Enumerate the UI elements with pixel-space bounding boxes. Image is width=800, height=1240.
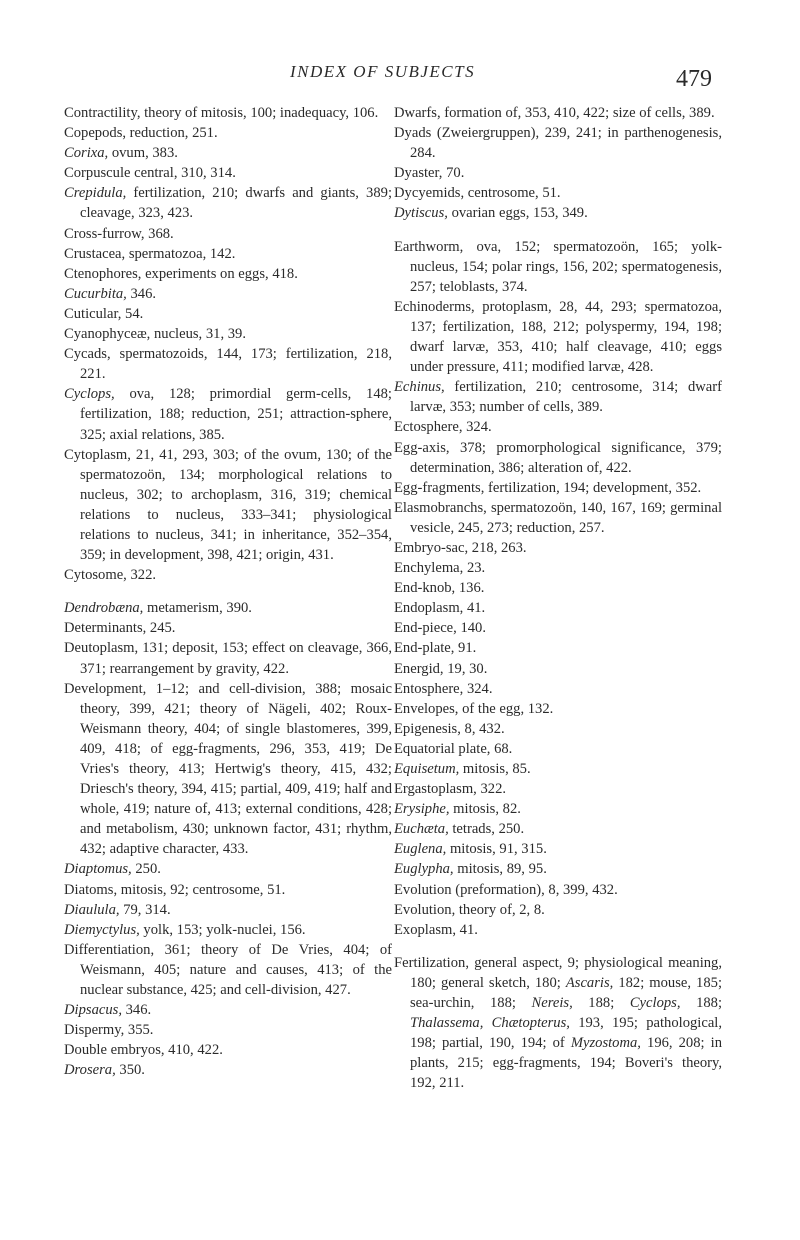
entry-term: Ascaris, xyxy=(565,974,614,991)
entry-text: fertilization, 210; dwarfs and giants, 389; cleavage, 323, 423. xyxy=(80,185,392,222)
entry-text: Dwarfs, formation of, 353, 410, 422; size of cells, 389. xyxy=(394,105,715,121)
index-entry xyxy=(394,920,722,940)
entry-term: Euglena, xyxy=(394,841,447,858)
entry-text: Cyanophyceæ, nucleus, 31, 39. xyxy=(64,326,246,343)
entry-term: Drosera, xyxy=(64,1062,116,1079)
index-entry xyxy=(394,779,722,799)
index-entry xyxy=(64,264,392,284)
entry-text: Elasmobranchs, spermatozoön, 140, 167, 169; germinal vesicle, 245, 273; reduction, 257. xyxy=(394,499,722,536)
index-entry xyxy=(64,618,392,638)
entry-text: Embryo-sac, 218, 263. xyxy=(394,539,527,556)
entry-term: Diemyctylus, xyxy=(64,921,140,938)
entry-text: Dispermy, 355. xyxy=(64,1022,154,1039)
index-entry xyxy=(394,478,722,498)
entry-text: Earthworm, ova, 152; spermatozoön, 165; yolk-nucleus, 154; polar rings, 156, 202; spermatogenesis, 257; teloblasts, 374. xyxy=(394,238,722,295)
index-entry xyxy=(64,284,392,304)
index-entry xyxy=(394,638,722,658)
index-entry xyxy=(394,558,722,578)
entry-text: Energid, 19, 30. xyxy=(394,660,488,677)
entry-text: Entosphere, 324. xyxy=(394,680,493,697)
entry-term: Thalassema, xyxy=(410,1015,484,1032)
entry-text: yolk, 153; yolk-nuclei, 156. xyxy=(139,921,306,938)
index-entry xyxy=(64,880,392,900)
entry-term: Diaptomus, xyxy=(64,861,132,878)
entry-text: mitosis, 89, 95. xyxy=(453,861,547,878)
entry-term: Erysiphe, xyxy=(394,801,450,818)
entry-text: Egg-fragments, fertilization, 194; development, 352. xyxy=(394,479,702,496)
entry-text: 188; xyxy=(680,995,723,1012)
entry-term: Equisetum, xyxy=(394,761,460,777)
index-entry xyxy=(64,859,392,879)
index-entry xyxy=(64,103,392,123)
entry-text: Copepods, reduction, 251. xyxy=(64,125,218,142)
entry-text: Evolution (preformation), 8, 399, 432. xyxy=(394,881,618,898)
index-entry xyxy=(64,344,392,384)
index-entry xyxy=(64,1000,392,1020)
index-entry xyxy=(64,1040,392,1060)
entry-text: Corpuscule central, 310, 314. xyxy=(64,165,236,182)
entry-text: Cycads, spermatozoids, 144, 173; fertilization, 218, 221. xyxy=(64,346,392,383)
section-gap xyxy=(64,585,392,598)
entry-text: Cytoplasm, 21, 41, 293, 303; of the ovum, 130; of the spermatozoön, 134; morphological relations to nucleus, 302; to archoplasm, 316, 319; chemical relations to nucleus, 333–341; physiological relations to nucleus, 341; in inheritance, 352–354, 359; in development, 398, 421; origin, 431. xyxy=(64,446,392,564)
index-entry xyxy=(394,900,722,920)
entry-text: fertilization, 210; centrosome, 314; dwarf larvæ, 353; number of cells, 389. xyxy=(410,379,722,416)
entry-text: Ergastoplasm, 322. xyxy=(394,781,507,798)
index-entry xyxy=(64,598,392,618)
entry-text: Enchylema, 23. xyxy=(394,560,486,577)
entry-text: Contractility, theory of mitosis, 100; inadequacy, 106. xyxy=(64,105,379,121)
entry-text: End-knob, 136. xyxy=(394,580,485,597)
index-entry xyxy=(394,799,722,819)
entry-text: Ectosphere, 324. xyxy=(394,419,492,436)
index-entry xyxy=(64,224,392,244)
entry-term: Myzostoma, xyxy=(570,1035,641,1052)
entry-text: 346. xyxy=(126,285,157,302)
index-entry xyxy=(64,324,392,344)
index-entry xyxy=(394,417,722,437)
entry-term: Cyclops, xyxy=(629,995,681,1012)
entry-text: End-plate, 91. xyxy=(394,640,477,657)
entry-term: Echinus, xyxy=(394,379,445,396)
index-entry xyxy=(394,538,722,558)
entry-text: 250. xyxy=(131,861,161,878)
entry-text: Egg-axis, 378; promorphological significance, 379; determination, 386; alteration of, 422. xyxy=(394,439,722,476)
index-entry xyxy=(394,618,722,638)
index-entry xyxy=(64,244,392,264)
entry-text: 79, 314. xyxy=(119,901,171,918)
entry-text: Ctenophores, experiments on eggs, 418. xyxy=(64,265,298,282)
entry-text: Double embryos, 410, 422. xyxy=(64,1042,223,1059)
entry-term: Chætopterus, xyxy=(491,1015,570,1032)
entry-text: 193, 195; pathological, 198; partial, 190, 194; of xyxy=(410,1015,722,1052)
index-entry xyxy=(64,183,392,223)
entry-text: Deutoplasm, 131; deposit, 153; effect on cleavage, 366, 371; rearrangement by gravity, 422. xyxy=(64,640,392,677)
index-entry xyxy=(394,859,722,879)
section-gap xyxy=(394,224,722,237)
entry-text: 346. xyxy=(121,1002,152,1019)
entry-text: Cross-furrow, 368. xyxy=(64,225,174,242)
index-entry xyxy=(64,565,392,585)
index-entry xyxy=(394,578,722,598)
index-entry xyxy=(64,304,392,324)
entry-term: Dipsacus, xyxy=(64,1002,122,1019)
index-entry xyxy=(394,659,722,679)
entry-text xyxy=(483,1015,491,1031)
entry-term: Cyclops, xyxy=(64,386,115,403)
entry-text: mitosis, 82. xyxy=(449,801,521,818)
index-entry xyxy=(64,679,392,860)
entry-text: ovum, 383. xyxy=(108,145,178,162)
entry-text: Endoplasm, 41. xyxy=(394,600,486,617)
entry-text: Echinoderms, protoplasm, 28, 44, 293; spermatozoa, 137; fertilization, 188, 212; polyspermy, 194, 198; dwarf larvæ, 353, 410; half cleavage, 410; eggs under pressure, 411; modified larvæ, 428. xyxy=(394,298,722,376)
index-entry xyxy=(394,759,722,779)
index-entry xyxy=(64,638,392,678)
entry-text: Exoplasm, 41. xyxy=(394,921,478,938)
page-number: 479 xyxy=(676,66,712,92)
index-entry xyxy=(394,377,722,417)
entry-text: Diatoms, mitosis, 92; centrosome, 51. xyxy=(64,881,286,898)
entry-text: tetrads, 250. xyxy=(448,821,525,838)
index-entry xyxy=(394,699,722,719)
entry-term: Dendrobæna, xyxy=(64,600,144,617)
index-entry xyxy=(394,103,722,123)
entry-text: 196, 208; in plants, 215; egg-fragments, 194; Boveri's theory, 192, 211. xyxy=(410,1035,722,1092)
index-entry xyxy=(394,819,722,839)
entry-text: Dycyemids, centrosome, 51. xyxy=(394,185,561,202)
entry-text: Fertilization, general aspect, 9; physiological meaning, 180; general sketch, 180; xyxy=(394,954,722,991)
entry-text: 350. xyxy=(115,1062,145,1079)
index-entry xyxy=(64,1020,392,1040)
entry-text: Crustacea, spermatozoa, 142. xyxy=(64,245,236,262)
entry-text: Equatorial plate, 68. xyxy=(394,740,513,757)
index-entry xyxy=(64,123,392,143)
index-entry xyxy=(64,1060,392,1080)
left-column xyxy=(64,103,392,1081)
index-columns xyxy=(64,103,754,1223)
index-entry xyxy=(64,384,392,444)
index-entry xyxy=(394,183,722,203)
index-entry xyxy=(394,953,722,1094)
index-entry xyxy=(394,880,722,900)
entry-text: Cuticular, 54. xyxy=(64,305,144,322)
entry-text: End-piece, 140. xyxy=(394,620,486,637)
entry-text: metamerism, 390. xyxy=(143,600,252,617)
entry-text: Differentiation, 361; theory of De Vries, 404; of Weismann, 405; nature and causes, 413; of the nuclear substance, 425; and cell-division, 427. xyxy=(64,941,392,999)
index-entry xyxy=(394,438,722,478)
entry-term: Euglypha, xyxy=(394,861,454,878)
entry-term: Euchæta, xyxy=(394,821,449,838)
index-entry xyxy=(64,940,392,1000)
entry-text: Dyads (Zweiergruppen), 239, 241; in parthenogenesis, 284. xyxy=(394,125,722,162)
entry-text: Evolution, theory of, 2, 8. xyxy=(394,901,545,918)
entry-term: Dytiscus, xyxy=(394,205,448,222)
entry-text: Determinants, 245. xyxy=(64,620,176,637)
index-entry xyxy=(394,203,722,223)
index-entry xyxy=(394,498,722,538)
entry-text: Envelopes, of the egg, 132. xyxy=(394,700,554,717)
entry-text: Cytosome, 322. xyxy=(64,567,157,584)
index-entry xyxy=(64,163,392,183)
entry-text: Epigenesis, 8, 432. xyxy=(394,720,505,737)
index-entry xyxy=(394,598,722,618)
index-entry xyxy=(64,900,392,920)
entry-term: Nereis, xyxy=(531,995,573,1012)
entry-text: Dyaster, 70. xyxy=(394,165,465,182)
section-gap xyxy=(394,940,722,953)
index-entry xyxy=(64,445,392,566)
index-entry xyxy=(394,739,722,759)
entry-term: Corixa, xyxy=(64,145,109,162)
right-column xyxy=(394,103,722,1094)
entry-text: mitosis, 85. xyxy=(459,761,531,777)
index-entry xyxy=(394,839,722,859)
entry-term: Crepidula, xyxy=(64,185,127,202)
entry-term: Cucurbita, xyxy=(64,285,127,302)
index-entry xyxy=(394,163,722,183)
index-entry xyxy=(394,719,722,739)
entry-term: Diaulula, xyxy=(64,901,120,918)
entry-text: 182; mouse, 185; sea-urchin, 188; xyxy=(410,974,723,1012)
running-head: INDEX OF SUBJECTS xyxy=(290,62,476,81)
entry-text: ova, 128; primordial germ-cells, 148; fertilization, 188; reduction, 251; attraction-sphere, 325; axial relations, 385. xyxy=(80,386,392,443)
index-entry xyxy=(394,297,722,377)
entry-text: ovarian eggs, 153, 349. xyxy=(447,205,588,222)
index-entry xyxy=(394,237,722,297)
entry-text: 188; xyxy=(572,995,630,1012)
entry-text: Development, 1–12; and cell-division, 388; mosaic theory, 399, 421; theory of Nägeli, 402; Roux-Weismann theory, 404; of single blastomeres, 399, 409, 418; of egg-fragments, 296, 353, 419; De Vries's theory, 413; Hertwig's theory, 415, 432; Driesch's theory, 394, 415; partial, 409, 419; half and whole, 419; nature of, 413; external conditions, 428; and metabolism, 430; unknown factor, 431; rhythm, 432; adaptive character, 433. xyxy=(64,680,392,858)
entry-text: mitosis, 91, 315. xyxy=(446,841,547,858)
index-entry xyxy=(394,123,722,163)
page-header xyxy=(0,62,800,96)
index-entry xyxy=(394,679,722,699)
index-entry xyxy=(64,143,392,163)
index-entry xyxy=(64,920,392,940)
